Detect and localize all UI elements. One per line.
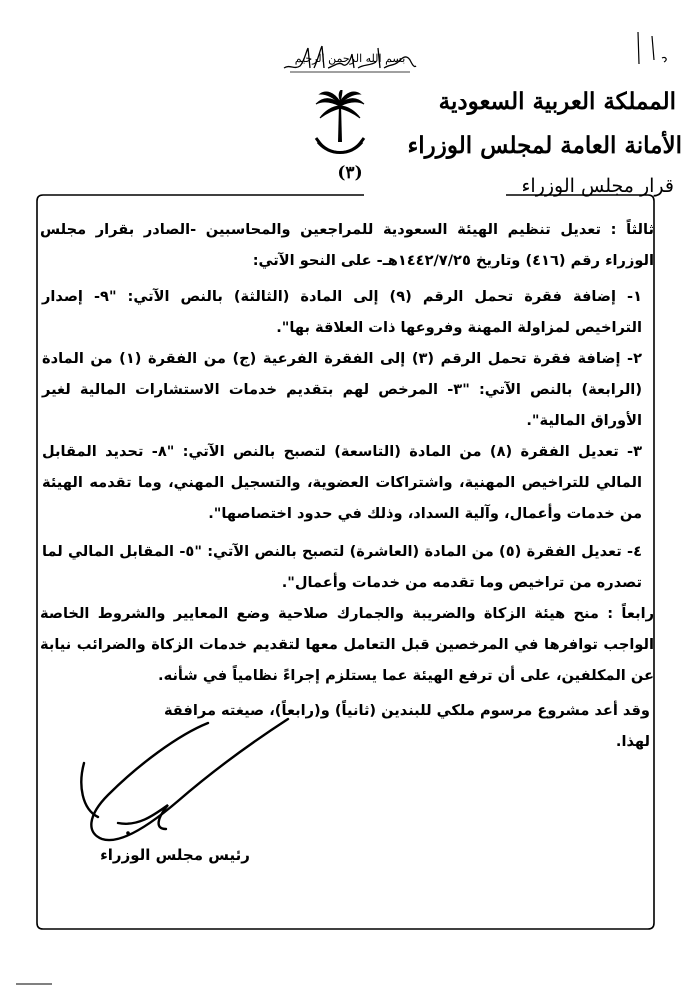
page-number: (٣) (337, 163, 363, 183)
clause-third-item-1: ١- إضافة فقرة تحمل الرقم (٩) إلى المادة (الثالثة) بالنص الآتي: "٩- إصدار التراخيص لمزاولة المهنة وفروعها ذات العلاقة بها". (42, 288, 642, 336)
clause-third: ثالثاً : تعديل تنظيم الهيئة السعودية للمراجعين والمحاسبين -الصادر بقرار مجلس الوزراء رقم (٤١٦) وتاريخ ١٤٤٢/٧/٢٥هـ- على النحو الآتي: (40, 221, 654, 269)
closing-statement: وقد أعد مشروع مرسوم ملكي للبندين (ثانياً) و(رابعاً)، صيغته مرافقة لهذا. (163, 702, 650, 750)
clause-third-item-3: ٣- تعديل الفقرة (٨) من المادة (التاسعة) لتصبح بالنص الآتي: "٨- تحديد المقابل المالي للتراخيص المهنية، واشتراكات العضوية، والتسجيل المهني، وما تقدمه الهيئة من خدمات وأعمال، وآلية السداد، وذلك في حدود اختصاصها". (42, 443, 642, 522)
clause-third-item-2: ٢- إضافة فقرة تحمل الرقم (٣) إلى الفقرة الفرعية (ج) من الفقرة (١) من المادة (الرابعة) بالنص الآتي: "٣- المرخص لهم بتقديم خدمات الاستشارات المالية لغير الأوراق المالية". (42, 350, 642, 429)
kingdom-heading: المملكة العربية السعودية (438, 88, 676, 115)
handwritten-signature (58, 705, 328, 855)
margin-mark (14, 978, 54, 990)
decision-title: قرار مجلس الوزراء (521, 175, 674, 197)
saudi-emblem-palm-swords-icon (312, 90, 368, 166)
clause-third-item-4: ٤- تعديل الفقرة (٥) من المادة (العاشرة) لتصبح بالنص الآتي: "٥- المقابل المالي لما تصدره من تراخيص وما تقدمه من خدمات وأعمال". (42, 543, 642, 591)
clause-fourth: رابعاً : منح هيئة الزكاة والضريبة والجمارك صلاحية وضع المعايير والشروط الخاصة الواجب توافرها في المرخصين قبل التعامل معها لتقديم خدمات الزكاة والضرائب نيابة عن المكلفين، على أن ترفع الهيئة عما يستلزم إجراءً نظامياً في شأنه. (40, 605, 654, 684)
basmala-calligraphy (280, 42, 420, 76)
signatory-title: رئيس مجلس الوزراء (100, 846, 250, 864)
margin-handwritten-mark (632, 30, 672, 70)
secretariat-heading: الأمانة العامة لمجلس الوزراء (407, 132, 682, 159)
basmala-text: بسم الله الرحمن الرحيم (294, 52, 406, 65)
